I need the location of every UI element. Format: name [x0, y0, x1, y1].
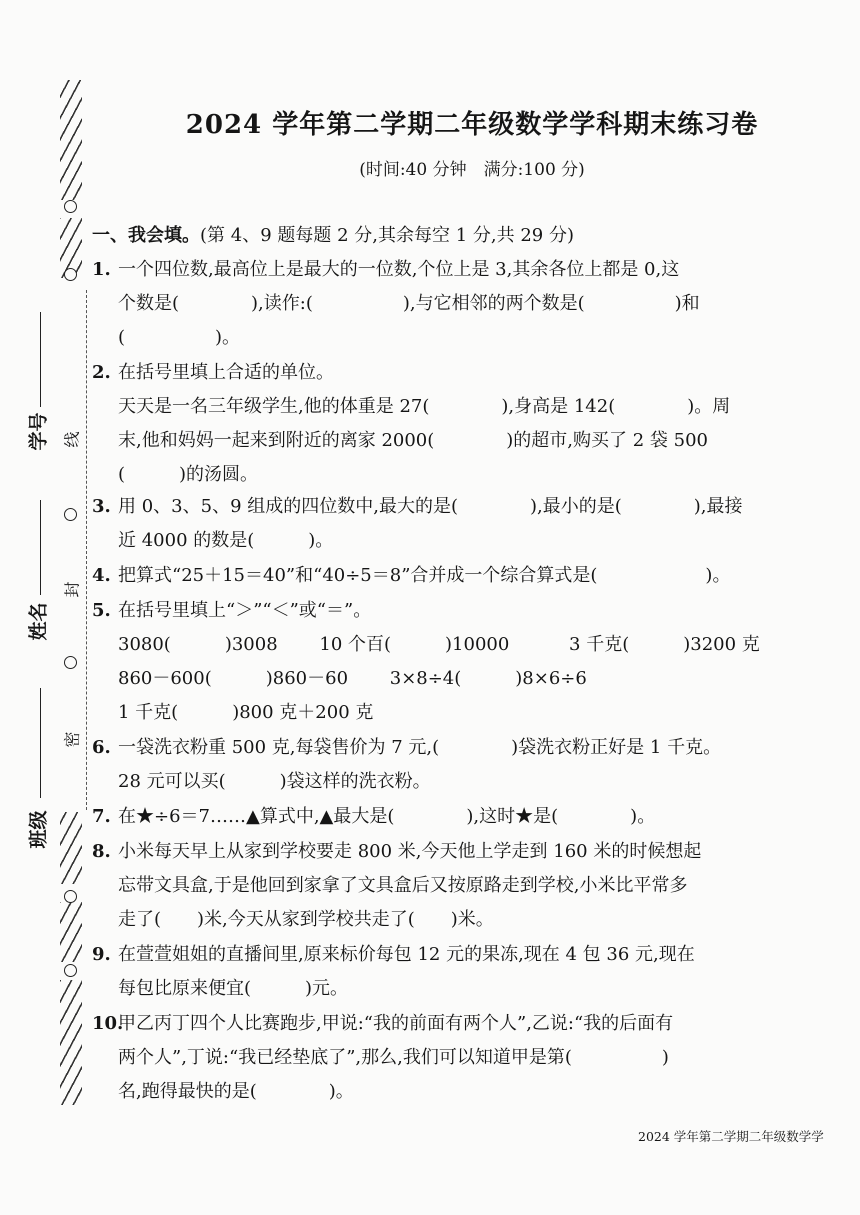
seal-word-feng: 封	[60, 579, 83, 601]
question-number: 6.	[92, 737, 111, 758]
margin-circle	[64, 200, 77, 213]
question-3-continuation	[118, 526, 333, 556]
question-5	[92, 596, 371, 626]
question-number: 1.	[92, 259, 111, 280]
question-10-continuation	[118, 1043, 669, 1073]
name-label: 姓名	[27, 602, 50, 641]
seal-word-mi: 密	[60, 729, 83, 751]
margin-circle	[64, 964, 77, 977]
question-2-continuation	[118, 460, 258, 490]
page-footer: 2024 学年第二学期二年级数学学	[638, 1129, 824, 1144]
question-9	[92, 940, 695, 970]
margin-circle	[64, 508, 77, 521]
margin-circle	[64, 656, 77, 669]
margin-hatch	[60, 812, 82, 884]
question-number: 7.	[92, 806, 111, 827]
question-text: 小米每天早上从家到学校要走 800 米,今天他上学走到 160 米的时候想起	[118, 841, 702, 862]
question-1	[92, 255, 679, 285]
question-number: 4.	[92, 565, 111, 586]
section-note: (第 4、9 题每题 2 分,其余每空 1 分,共 29 分)	[200, 225, 574, 246]
question-5-continuation	[118, 664, 587, 694]
question-9-continuation	[118, 974, 348, 1004]
question-number: 9.	[92, 944, 111, 965]
question-text: ( )。	[118, 327, 241, 348]
question-1-continuation	[118, 289, 700, 319]
margin-circle	[64, 890, 77, 903]
question-8-continuation	[118, 871, 687, 901]
question-7	[92, 802, 655, 832]
seal-dashed-line	[86, 290, 87, 810]
question-number: 3.	[92, 496, 111, 517]
question-8	[92, 837, 701, 867]
section-heading	[92, 221, 574, 251]
question-text: 个数是( ),读作:( ),与它相邻的两个数是( )和	[118, 293, 700, 314]
question-text: 28 元可以买( )袋这样的洗衣粉。	[118, 771, 431, 792]
question-10	[92, 1009, 673, 1039]
question-text: 在括号里填上合适的单位。	[118, 362, 334, 383]
question-text: 在括号里填上“＞”“＜”或“＝”。	[118, 600, 372, 621]
question-3	[92, 492, 743, 522]
question-2-continuation	[118, 392, 730, 422]
question-text: 一个四位数,最高位上是最大的一位数,个位上是 3,其余各位上都是 0,这	[118, 259, 680, 280]
question-number: 5.	[92, 600, 111, 621]
exam-title: 2024 学年第二学期二年级数学学科期末练习卷	[185, 110, 759, 140]
question-5-continuation	[118, 630, 760, 660]
question-text: 860－600( )860－60 3×8÷4( )8×6÷6	[118, 668, 587, 689]
question-1-continuation	[118, 323, 240, 353]
margin-hatch	[60, 902, 82, 962]
question-8-continuation	[118, 905, 494, 935]
question-text: 近 4000 的数是( )。	[118, 530, 334, 551]
student-id-line	[40, 312, 41, 407]
question-text: 甲乙丙丁四个人比赛跑步,甲说:“我的前面有两个人”,乙说:“我的后面有	[118, 1013, 674, 1034]
question-text: 名,跑得最快的是( )。	[118, 1081, 354, 1102]
name-line	[40, 500, 41, 595]
question-text: 两个人”,丁说:“我已经垫底了”,那么,我们可以知道甲是第( )	[118, 1047, 669, 1068]
question-text: 末,他和妈妈一起来到附近的离家 2000( )的超市,购买了 2 袋 500	[118, 430, 708, 451]
question-5-continuation	[118, 698, 373, 728]
class-line	[40, 688, 41, 798]
seal-word-xian: 线	[60, 429, 83, 451]
question-10-continuation	[118, 1077, 354, 1107]
question-6	[92, 733, 721, 763]
section-title: 一、我会填。	[92, 225, 200, 246]
question-text: ( )的汤圆。	[118, 464, 259, 485]
question-text: 走了( )米,今天从家到学校共走了( )米。	[118, 909, 494, 930]
question-text: 在萱萱姐姐的直播间里,原来标价每包 12 元的果冻,现在 4 包 36 元,现在	[118, 944, 695, 965]
question-number: 10.	[92, 1013, 124, 1034]
question-text: 每包比原来便宜( )元。	[118, 978, 349, 999]
question-text: 把算式“25＋15＝40”和“40÷5＝8”合并成一个综合算式是( )。	[118, 565, 731, 586]
margin-hatch	[60, 80, 82, 200]
question-text: 3080( )3008 10 个百( )10000 3 千克( )3200 克	[118, 634, 760, 655]
question-2-continuation	[118, 426, 708, 456]
question-text: 忘带文具盒,于是他回到家拿了文具盒后又按原路走到学校,小米比平常多	[118, 875, 688, 896]
question-4	[92, 561, 730, 591]
margin-circle	[64, 268, 77, 281]
student-id-label: 学号	[27, 412, 50, 451]
class-label: 班级	[27, 810, 50, 849]
margin-hatch	[60, 980, 82, 1105]
question-text: 在★÷6＝7……▲算式中,▲最大是( ),这时★是( )。	[118, 806, 656, 827]
question-text: 一袋洗衣粉重 500 克,每袋售价为 7 元,( )袋洗衣粉正好是 1 千克。	[118, 737, 722, 758]
question-text: 1 千克( )800 克＋200 克	[118, 702, 374, 723]
question-text: 用 0、3、5、9 组成的四位数中,最大的是( ),最小的是( ),最接	[118, 496, 743, 517]
question-2	[92, 358, 334, 388]
exam-subtitle: (时间:40 分钟 满分:100 分)	[359, 160, 585, 180]
question-number: 2.	[92, 362, 111, 383]
question-text: 天天是一名三年级学生,他的体重是 27( ),身高是 142( )。周	[118, 396, 731, 417]
question-6-continuation	[118, 767, 431, 797]
question-number: 8.	[92, 841, 111, 862]
